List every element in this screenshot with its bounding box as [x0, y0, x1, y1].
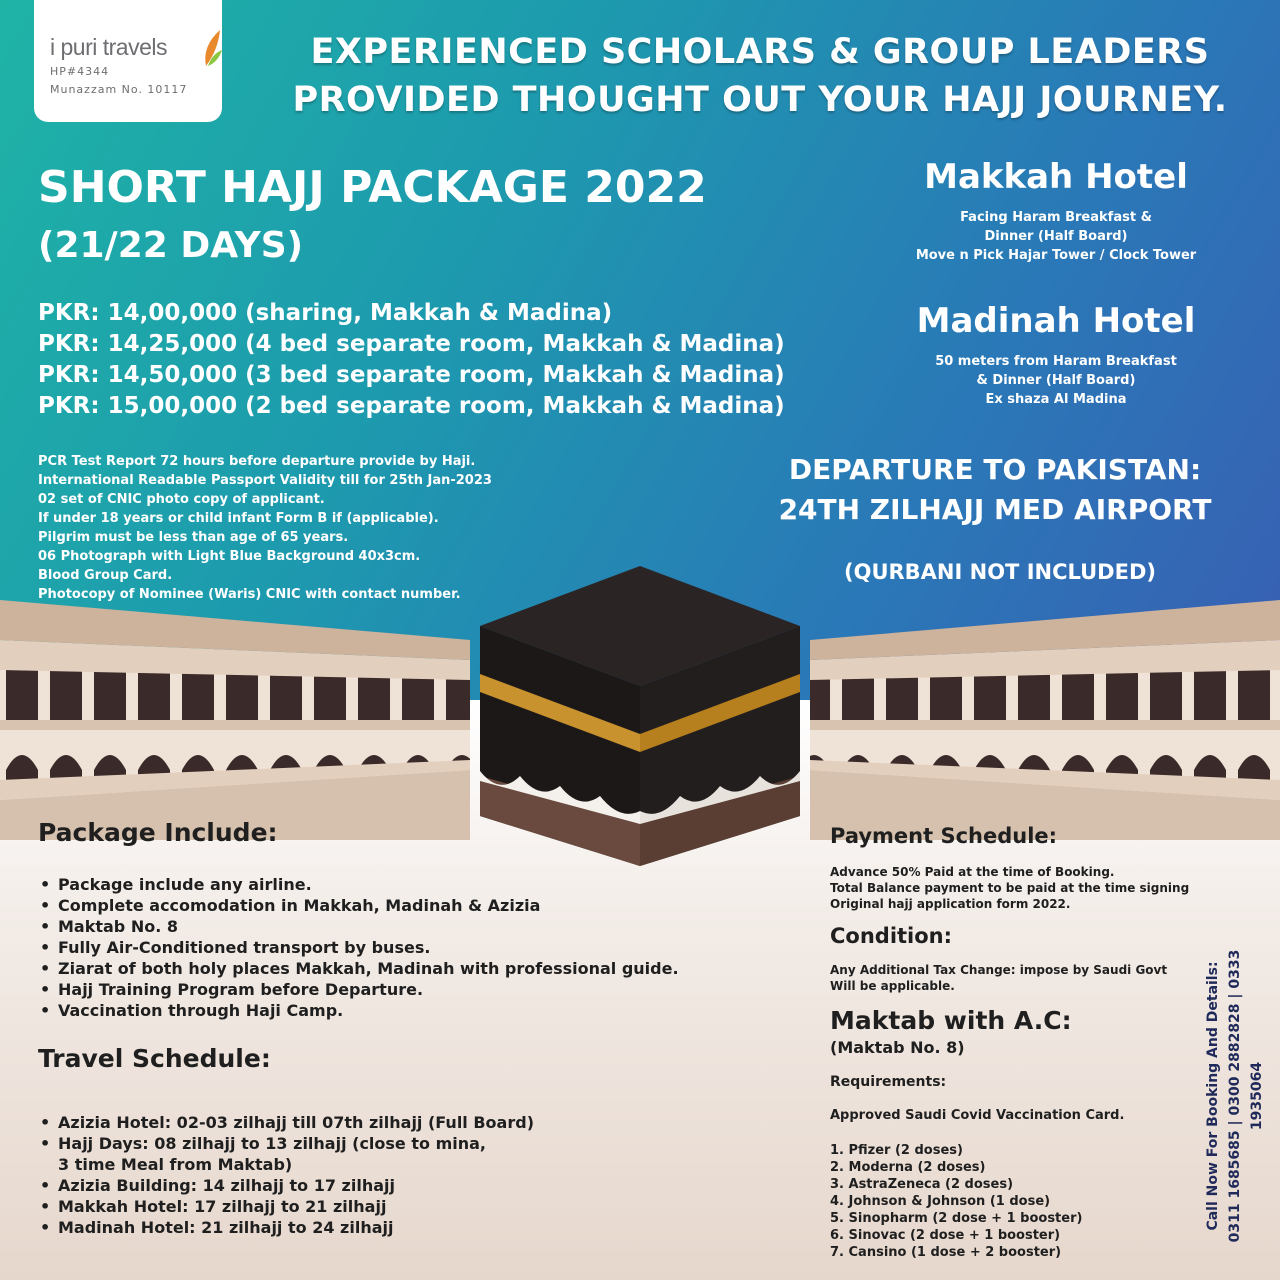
payment-line: Advance 50% Paid at the time of Booking. [830, 865, 1115, 879]
hotel-detail-line: Ex shaza Al Madina [985, 392, 1127, 407]
document-item: Pilgrim must be less than age of 65 years. [38, 530, 349, 545]
document-item: 06 Photograph with Light Blue Background 40x3cm. [38, 549, 421, 564]
payment-schedule-title: Payment Schedule: [830, 824, 1058, 848]
vaccine-item: 5. Sinopharm (2 dose + 1 booster) [830, 1211, 1083, 1226]
list-item: • Hajj Training Program before Departure. [38, 979, 738, 1000]
travel-schedule-list [38, 1112, 638, 1238]
price-item: PKR: 14,25,000 (4 bed separate room, Makkah & Madina) [38, 331, 785, 357]
hotel-detail-line: Dinner (Half Board) [984, 229, 1128, 244]
list-item: • Ziarat of both holy places Makkah, Madinah with professional guide. [38, 958, 738, 979]
price-item: PKR: 15,00,000 (2 bed separate room, Makkah & Madina) [38, 393, 785, 419]
payment-schedule-text [830, 864, 1200, 912]
hotel-detail-line: Move n Pick Hajar Tower / Clock Tower [915, 248, 1197, 263]
madinah-hotel-title: Madinah Hotel [916, 301, 1196, 341]
condition-line: Any Additional Tax Change: impose by Saudi Govt [830, 963, 1168, 977]
list-item: • Vaccination through Haji Camp. [38, 1000, 738, 1021]
makkah-hotel [900, 156, 1212, 265]
list-item: • Package include any airline. [38, 874, 738, 895]
qurbani-note: (QURBANI NOT INCLUDED) [844, 560, 1156, 584]
list-item: • Maktab No. 8 [38, 916, 738, 937]
brand-logo [34, 0, 222, 122]
condition-line: Will be applicable. [830, 979, 955, 993]
price-item: PKR: 14,00,000 (sharing, Makkah & Madina) [38, 300, 613, 326]
vaccine-item: 7. Cansino (1 dose + 2 booster) [830, 1245, 1062, 1260]
document-item: If under 18 years or child infant Form B if (applicable). [38, 511, 439, 526]
condition-text [830, 962, 1200, 994]
hotel-detail-line: & Dinner (Half Board) [976, 373, 1136, 388]
required-documents [38, 452, 492, 604]
document-item: International Readable Passport Validity till for 25th Jan-2023 [38, 473, 492, 488]
departure-detail: 24TH ZILHAJJ MED AIRPORT [778, 493, 1212, 526]
vaccine-item: 4. Johnson & Johnson (1 dose) [830, 1194, 1051, 1209]
contact-phones[interactable]: 0311 1685685 | 0300 2882828 | 0333 1935064 [1227, 949, 1265, 1243]
departure-info [760, 450, 1230, 530]
price-list [38, 298, 785, 422]
vaccine-item: 1. Pfizer (2 doses) [830, 1143, 963, 1158]
headline [270, 28, 1250, 124]
maktab-subtitle: (Maktab No. 8) [830, 1038, 965, 1057]
departure-title: DEPARTURE TO PAKISTAN: [788, 453, 1202, 486]
hajj-days-line: Hajj Days: 08 zilhajj to 13 zilhajj (close to mina, [58, 1134, 486, 1153]
list-item: • Azizia Building: 14 zilhajj to 17 zilhajj [38, 1175, 638, 1196]
headline-line-1: EXPERIENCED SCHOLARS & GROUP LEADERS [310, 32, 1210, 72]
contact-label: Call Now For Booking And Details: [1205, 961, 1221, 1231]
package-title: SHORT HAJJ PACKAGE 2022 [38, 162, 707, 213]
list-item: • Makkah Hotel: 17 zilhajj to 21 zilhajj [38, 1196, 638, 1217]
maktab-title: Maktab with A.C: [830, 1006, 1072, 1035]
list-item: • Azizia Hotel: 02-03 zilhajj till 07th zilhajj (Full Board) [38, 1112, 638, 1133]
list-item: • Complete accomodation in Makkah, Madinah & Azizia [38, 895, 738, 916]
package-include-list [38, 874, 738, 1021]
vaccine-item: 2. Moderna (2 doses) [830, 1160, 986, 1175]
hp-number: HP#4344 [50, 65, 110, 78]
list-item: • Madinah Hotel: 21 zilhajj to 24 zilhajj [38, 1217, 638, 1238]
list-item: • Fully Air-Conditioned transport by buses. [38, 937, 738, 958]
document-item: Blood Group Card. [38, 568, 173, 583]
vaccine-item: 6. Sinovac (2 dose + 1 booster) [830, 1228, 1061, 1243]
payment-line: Original hajj application form 2022. [830, 897, 1071, 911]
requirements-text: Approved Saudi Covid Vaccination Card. [830, 1108, 1125, 1123]
leaf-icon [202, 28, 224, 68]
makkah-hotel-title: Makkah Hotel [924, 157, 1188, 197]
package-duration: (21/22 DAYS) [38, 225, 304, 266]
munazzam-number: Munazzam No. 10117 [50, 83, 188, 96]
vaccine-item: 3. AstraZeneca (2 doses) [830, 1177, 1014, 1192]
price-item: PKR: 14,50,000 (3 bed separate room, Makkah & Madina) [38, 362, 785, 388]
document-item: PCR Test Report 72 hours before departure provide by Haji. [38, 454, 476, 469]
list-item [38, 1133, 638, 1175]
makkah-hotel-details [900, 208, 1212, 265]
hotel-detail-line: 50 meters from Haram Breakfast [935, 354, 1177, 369]
contact-info [1202, 934, 1265, 1258]
headline-line-2: PROVIDED THOUGHT OUT YOUR HAJJ JOURNEY. [292, 80, 1228, 120]
brand-name: i puri travels [50, 34, 167, 60]
kaaba-illustration [470, 566, 810, 876]
hotel-detail-line: Facing Haram Breakfast & [960, 210, 1152, 225]
travel-schedule-title: Travel Schedule: [38, 1044, 271, 1073]
hajj-days-continuation: 3 time Meal from Maktab) [58, 1155, 293, 1174]
vaccine-list [830, 1142, 1200, 1261]
requirements-title: Requirements: [830, 1074, 947, 1090]
madinah-hotel [900, 300, 1212, 409]
madinah-hotel-details [900, 352, 1212, 409]
document-item: Photocopy of Nominee (Waris) CNIC with contact number. [38, 587, 461, 602]
document-item: 02 set of CNIC photo copy of applicant. [38, 492, 325, 507]
payment-line: Total Balance payment to be paid at the time signing [830, 881, 1190, 895]
condition-title: Condition: [830, 924, 953, 948]
package-include-title: Package Include: [38, 818, 278, 847]
